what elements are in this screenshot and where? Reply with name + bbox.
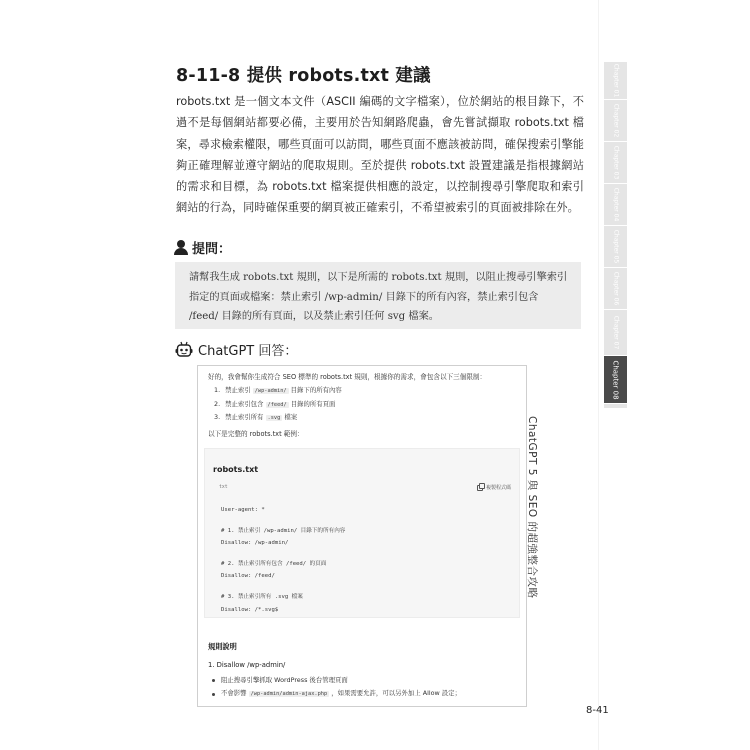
rules-explanation-title: 規則說明 — [208, 642, 237, 651]
list-item — [214, 411, 342, 425]
code-title: robots.txt — [213, 465, 259, 474]
inline-code: /feed/ — [267, 401, 287, 408]
chapter-tab-active: Chapter 08 — [604, 356, 627, 404]
question-label-text: 提問： — [192, 242, 232, 257]
prompt-box: 請幫我生成 robots.txt 規則，以下是所需的 robots.txt 規則，以阻止搜尋引擎索引指定的頁面或檔案：禁止索引 /wp-admin/ 目錄下的所有內容，禁止索引包含 /feed/ 目錄的所有頁面，以及禁止索引任何 svg 檔案。 — [175, 262, 581, 329]
list-item — [212, 687, 461, 701]
copy-icon — [477, 485, 483, 491]
chapter-tab — [604, 404, 627, 409]
inline-code: /wp-admin/ — [254, 388, 287, 394]
section-heading: 8-11-8 提供 robots.txt 建議 — [176, 66, 431, 86]
rule-text: 檔案 — [284, 413, 298, 422]
copy-code-label: 複製程式碼 — [485, 485, 511, 491]
code-line: # 1. 禁止索引 /wp-admin/ 目錄下的所有內容 — [221, 527, 346, 534]
bullet-icon — [212, 693, 215, 696]
robot-icon — [175, 341, 193, 358]
rule-text: 禁止索引 — [225, 386, 251, 394]
rule-1-items — [212, 674, 461, 701]
rule-number: 3. — [214, 413, 221, 422]
copy-code-button[interactable] — [477, 484, 511, 491]
chapter-tab: Chapter 03 — [604, 142, 627, 184]
code-block — [204, 448, 520, 618]
rule-1-item-text: 阻止搜尋引擎抓取 WordPress 後台管理頁面 — [221, 676, 348, 684]
rule-text: 目錄下的所有內容 — [290, 386, 342, 394]
chapter-tabs — [604, 62, 627, 409]
screenshot-after-rules: 以下是完整的 robots.txt 範例： — [208, 430, 304, 438]
intro-paragraph: robots.txt 是一個文本文件（ASCII 編碼的文字檔案），位於網站的根目錄下，不過不是每個網站都要必備，主要用於告知網路爬蟲，會先嘗試擷取 robots.txt 檔案，尋求檢索權限，哪些頁面可以訪問，哪些頁面不應該被訪問，確保搜索引擎能夠正確理解並遵守網站的爬取規則。至於提供 robots.txt 設置建議是指根據網站的需求和目標，為 robots.txt 檔案提供相應的設定，以控制搜尋引擎爬取和索引網站的行為，同時確保重要的網頁被正確索引，不希望被索引的頁面被排除在外。 — [176, 95, 584, 215]
book-title-vertical: ChatGPT 5 與 SEO 的超強整合攻略 — [526, 416, 539, 599]
rule-1-title: 1. Disallow /wp-admin/ — [208, 661, 286, 669]
code-body — [221, 504, 345, 616]
inline-code: .svg — [267, 415, 281, 422]
code-line: # 3. 禁止索引所有 .svg 檔案 — [221, 593, 303, 600]
inline-code: /wp-admin/admin-ajax.php — [250, 691, 328, 697]
chatgpt-answer-label — [175, 340, 297, 359]
chapter-tab: Chapter 04 — [604, 184, 627, 226]
rule-text: 禁止索引所有 — [225, 413, 264, 422]
code-line: Disallow: /*.svg$ — [221, 606, 279, 613]
code-language: txt — [219, 485, 228, 490]
code-line: User-agent: * — [221, 507, 265, 513]
rule-1-item-text: 不會影響 — [221, 689, 247, 697]
bullet-icon — [212, 679, 215, 682]
code-line: Disallow: /feed/ — [221, 573, 275, 580]
screenshot-rule-list — [214, 384, 342, 425]
chapter-tab: Chapter 06 — [604, 268, 627, 310]
margin-divider — [598, 0, 599, 750]
list-item — [214, 398, 342, 412]
screenshot-intro: 好的，我會幫你生成符合 SEO 標準的 robots.txt 規則，根據你的需求，會包含以下三個限制： — [208, 373, 487, 381]
code-line: # 2. 禁止索引所有包含 /feed/ 的頁面 — [221, 560, 327, 567]
question-label — [174, 238, 231, 257]
code-line: Disallow: /wp-admin/ — [221, 540, 289, 547]
rule-number: 1. — [214, 386, 221, 394]
list-item — [212, 674, 461, 687]
rule-text: 目錄的所有頁面 — [290, 399, 336, 408]
chapter-tab: Chapter 07 — [604, 310, 627, 356]
rule-number: 2. — [214, 399, 221, 408]
chapter-tab: Chapter 05 — [604, 226, 627, 268]
chapter-tab: Chapter 01 — [604, 62, 627, 100]
chatgpt-screenshot — [197, 365, 527, 707]
person-icon — [174, 240, 188, 255]
chatgpt-answer-label-text: ChatGPT 回答： — [198, 344, 298, 359]
page-number: 8-41 — [586, 705, 609, 716]
rule-1-item-text: ，如果需要允許，可以另外加上 Allow 設定； — [331, 689, 461, 697]
rule-text: 禁止索引包含 — [225, 399, 264, 408]
list-item — [214, 384, 342, 398]
chapter-tab: Chapter 02 — [604, 100, 627, 142]
